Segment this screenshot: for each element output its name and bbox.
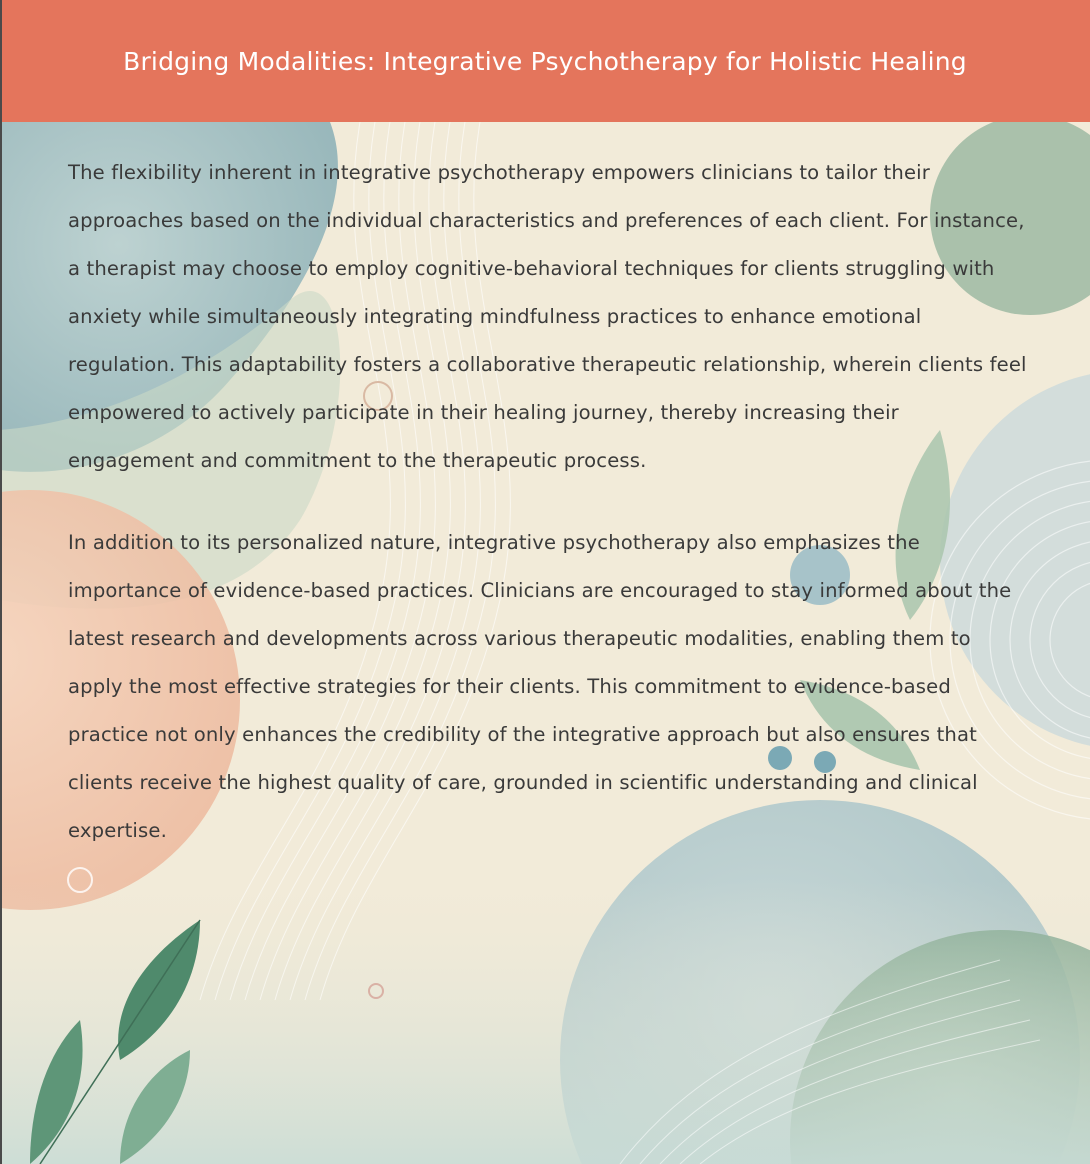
paragraph-flexibility: The flexibility inherent in integrative psychotherapy empowers clinicians to tailor their approaches based on the individual characteristics and preferences of each client. For instance, a therapist may choose to employ cognitive-behavioral techniques for clients struggling with anxiety while simultaneously integrating mindfulness practices to enhance emotional regulation. This adaptability fosters a collaborative therapeutic relationship, wherein clients feel empowered to actively participate in their healing journey, thereby increasing their engagement and commitment to the therapeutic process.: [68, 161, 1027, 472]
page-header: [0, 0, 1090, 122]
page-title: Bridging Modalities: Integrative Psychotherapy for Holistic Healing: [123, 46, 967, 76]
left-border: [0, 0, 2, 1164]
paragraph-evidence-based: In addition to its personalized nature, integrative psychotherapy also emphasizes the importance of evidence-based practices. Clinicians are encouraged to stay informed about the latest research and developments across various therapeutic modalities, enabling them to apply the most effective strategies for their clients. This commitment to evidence-based practice not only enhances the credibility of the integrative approach but also ensures that clients receive the highest quality of care, grounded in scientific understanding and clinical expertise.: [68, 531, 1012, 842]
article-body: [68, 149, 1028, 855]
